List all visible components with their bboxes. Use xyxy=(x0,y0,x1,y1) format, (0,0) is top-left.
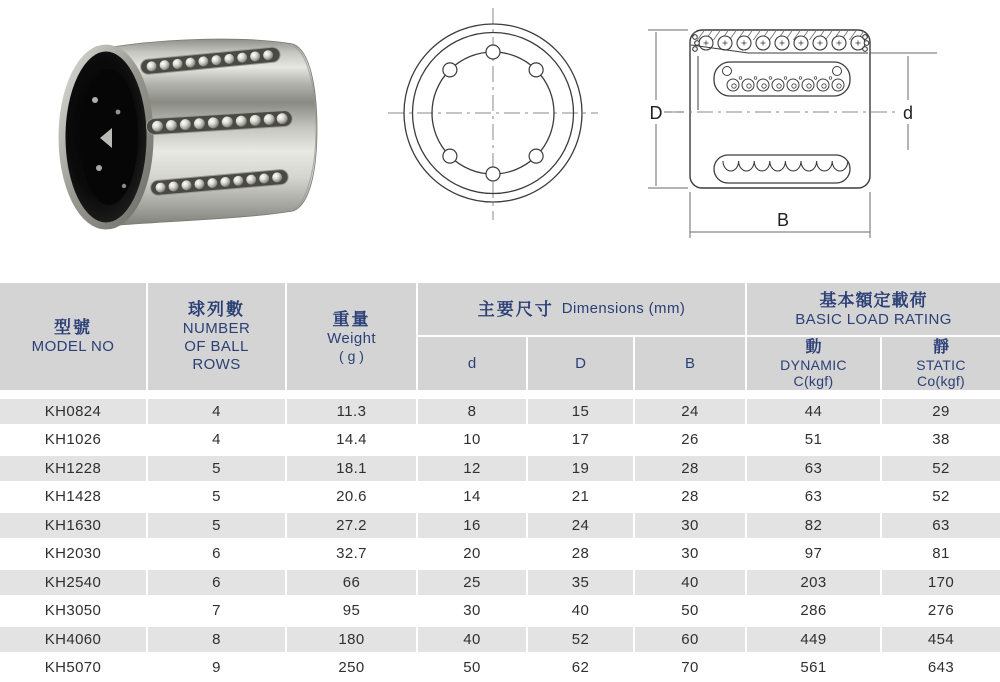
cell-D: 24 xyxy=(528,511,633,540)
cell-D: 28 xyxy=(528,540,633,569)
header-weight-en: Weight xyxy=(327,329,376,347)
table-row xyxy=(0,568,1000,597)
table-row xyxy=(0,540,1000,569)
table-row xyxy=(0,426,1000,455)
bearing-photo xyxy=(62,39,317,226)
cell-ball-rows: 5 xyxy=(148,511,285,540)
header-sub-d xyxy=(418,337,526,390)
cell-weight: 32.7 xyxy=(287,540,416,569)
header-static-en: STATIC xyxy=(916,356,966,373)
cell-ball-rows: 7 xyxy=(148,597,285,626)
table-row xyxy=(0,454,1000,483)
table-row xyxy=(0,597,1000,626)
cell-model-no: KH1026 xyxy=(0,426,146,455)
cell-d: 50 xyxy=(418,654,526,682)
table-header xyxy=(0,283,1000,390)
cell-B: 28 xyxy=(635,483,745,512)
cell-static: 454 xyxy=(882,625,1000,654)
cell-model-no: KH5070 xyxy=(0,654,146,682)
cell-d: 10 xyxy=(418,426,526,455)
cell-ball-rows: 9 xyxy=(148,654,285,682)
table-row xyxy=(0,654,1000,682)
header-dimensions-en: Dimensions (mm) xyxy=(561,300,686,317)
cell-D: 15 xyxy=(528,397,633,426)
cell-ball-rows: 4 xyxy=(148,397,285,426)
cell-d: 40 xyxy=(418,625,526,654)
cell-D: 40 xyxy=(528,597,633,626)
cell-dynamic: 44 xyxy=(747,397,880,426)
header-dynamic-en: DYNAMIC xyxy=(780,356,847,373)
header-sub-B-label: B xyxy=(684,355,695,372)
header-ball-rows-en2: OF BALL xyxy=(184,338,249,355)
header-static-zh: 靜 xyxy=(932,338,949,356)
cell-model-no: KH2030 xyxy=(0,540,146,569)
cell-B: 24 xyxy=(635,397,745,426)
header-model-no-zh: 型號 xyxy=(54,318,92,337)
cell-D: 21 xyxy=(528,483,633,512)
header-static xyxy=(882,337,1000,390)
cell-ball-rows: 6 xyxy=(148,540,285,569)
drawings-svg xyxy=(0,0,1000,283)
cell-static: 63 xyxy=(882,511,1000,540)
cell-dynamic: 63 xyxy=(747,454,880,483)
cell-d: 8 xyxy=(418,397,526,426)
cell-weight: 66 xyxy=(287,568,416,597)
cell-D: 52 xyxy=(528,625,633,654)
header-dynamic-unit: C(kgf) xyxy=(793,372,834,389)
cell-model-no: KH1428 xyxy=(0,483,146,512)
cell-ball-rows: 5 xyxy=(148,483,285,512)
header-sub-d-label: d xyxy=(467,355,477,372)
table-body xyxy=(0,397,1000,682)
cell-model-no: KH2540 xyxy=(0,568,146,597)
table-row xyxy=(0,625,1000,654)
cell-D: 17 xyxy=(528,426,633,455)
table-row xyxy=(0,483,1000,512)
cell-weight: 20.6 xyxy=(287,483,416,512)
cell-weight: 14.4 xyxy=(287,426,416,455)
cell-model-no: KH4060 xyxy=(0,625,146,654)
cell-weight: 18.1 xyxy=(287,454,416,483)
cell-static: 276 xyxy=(882,597,1000,626)
cell-static: 643 xyxy=(882,654,1000,682)
cell-dynamic: 561 xyxy=(747,654,880,682)
cell-d: 20 xyxy=(418,540,526,569)
cell-static: 81 xyxy=(882,540,1000,569)
cell-weight: 11.3 xyxy=(287,397,416,426)
cell-d: 12 xyxy=(418,454,526,483)
header-model-no xyxy=(0,283,146,390)
cell-ball-rows: 5 xyxy=(148,454,285,483)
table-row xyxy=(0,511,1000,540)
cell-weight: 180 xyxy=(287,625,416,654)
cell-B: 30 xyxy=(635,511,745,540)
cell-d: 25 xyxy=(418,568,526,597)
cell-d: 16 xyxy=(418,511,526,540)
header-ball-rows-en1: NUMBER xyxy=(182,320,251,337)
table-row xyxy=(0,397,1000,426)
cell-B: 30 xyxy=(635,540,745,569)
header-weight-unit: ( g ) xyxy=(339,347,364,364)
cell-dynamic: 203 xyxy=(747,568,880,597)
cell-dynamic: 97 xyxy=(747,540,880,569)
header-dynamic-zh: 動 xyxy=(805,338,822,356)
cell-model-no: KH3050 xyxy=(0,597,146,626)
cell-weight: 27.2 xyxy=(287,511,416,540)
cell-dynamic: 82 xyxy=(747,511,880,540)
cell-static: 52 xyxy=(882,483,1000,512)
cross-section-diagram xyxy=(648,28,937,238)
cell-D: 19 xyxy=(528,454,633,483)
cell-d: 30 xyxy=(418,597,526,626)
front-view-diagram xyxy=(388,8,598,220)
spec-table xyxy=(0,283,1000,682)
cell-ball-rows: 8 xyxy=(148,625,285,654)
cell-ball-rows: 4 xyxy=(148,426,285,455)
cell-B: 40 xyxy=(635,568,745,597)
header-ball-rows-en3: ROWS xyxy=(192,356,241,373)
cell-dynamic: 63 xyxy=(747,483,880,512)
header-weight-zh: 重量 xyxy=(332,309,371,329)
dim-D-label: D xyxy=(649,103,663,123)
cell-model-no: KH0824 xyxy=(0,397,146,426)
cell-static: 170 xyxy=(882,568,1000,597)
header-model-no-en: MODEL NO xyxy=(31,338,115,355)
header-dimensions-group xyxy=(418,283,745,335)
dim-B-label: B xyxy=(776,210,790,230)
header-load-rating-group xyxy=(747,283,1000,335)
header-sub-B xyxy=(635,337,745,390)
cell-static: 38 xyxy=(882,426,1000,455)
drawings-section xyxy=(0,0,1000,283)
cell-model-no: KH1630 xyxy=(0,511,146,540)
header-weight xyxy=(287,283,416,390)
cell-static: 29 xyxy=(882,397,1000,426)
cell-ball-rows: 6 xyxy=(148,568,285,597)
cell-model-no: KH1228 xyxy=(0,454,146,483)
cell-B: 60 xyxy=(635,625,745,654)
header-load-rating-zh: 基本額定載荷 xyxy=(819,290,928,310)
cell-D: 62 xyxy=(528,654,633,682)
header-sub-D xyxy=(528,337,633,390)
header-ball-rows-zh: 球列數 xyxy=(188,300,245,319)
header-dimensions-zh: 主要尺寸 xyxy=(477,299,554,319)
cell-weight: 250 xyxy=(287,654,416,682)
cell-dynamic: 449 xyxy=(747,625,880,654)
cell-dynamic: 51 xyxy=(747,426,880,455)
cell-d: 14 xyxy=(418,483,526,512)
dim-d-label: d xyxy=(902,103,914,123)
cell-dynamic: 286 xyxy=(747,597,880,626)
cell-B: 26 xyxy=(635,426,745,455)
cell-B: 28 xyxy=(635,454,745,483)
header-ball-rows xyxy=(148,283,285,390)
cell-D: 35 xyxy=(528,568,633,597)
cell-B: 70 xyxy=(635,654,745,682)
cell-static: 52 xyxy=(882,454,1000,483)
header-sub-D-label: D xyxy=(575,355,586,372)
header-load-rating-en: BASIC LOAD RATING xyxy=(795,310,952,328)
cell-weight: 95 xyxy=(287,597,416,626)
header-static-unit: Co(kgf) xyxy=(917,372,965,389)
section-body xyxy=(690,30,870,188)
header-dynamic xyxy=(747,337,880,390)
cell-B: 50 xyxy=(635,597,745,626)
dimension-d xyxy=(870,53,937,150)
